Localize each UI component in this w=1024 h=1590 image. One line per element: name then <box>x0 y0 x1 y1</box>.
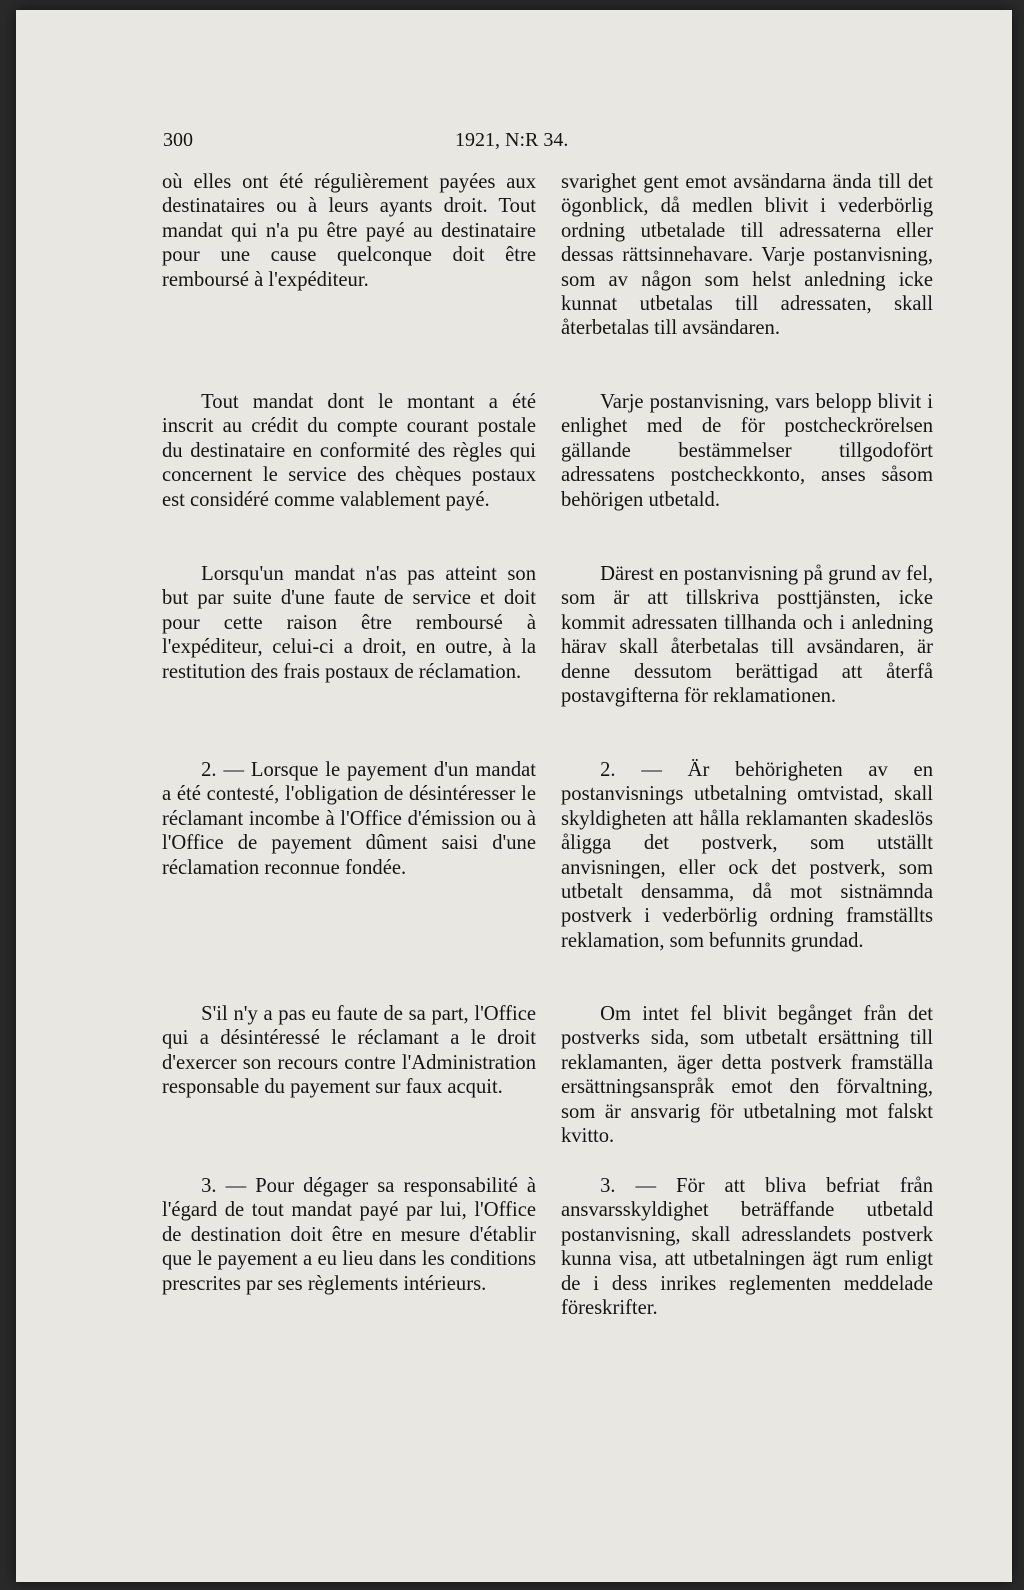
issue-number: 1921, N:R 34. <box>455 129 569 151</box>
swedish-paragraph-2: Varje postanvisning, vars belopp blivit i enlighet med de för postcheckrörelsen gällande bestämmelser tillgodofört adressatens postcheckkonto, anses såsom behörigen utbetald. <box>561 391 933 511</box>
french-paragraph-5: S'il n'y a pas eu faute de sa part, l'Office qui a désintéressé le réclamant a le droit d'exercer son recours contre l'Administration responsable du payement sur faux acquit. <box>162 1003 536 1099</box>
swedish-paragraph-1: svarighet gent emot avsändarna ända till det ögonblick, då medlen blivit i vederbörlig ordning utbetalade till adressaterna eller dessas rättsinnehavare. Varje postanvisning, som av någon som helst anledning icke kunnat utbetalas till adressaten, skall återbetalas till avsändaren. <box>561 171 933 340</box>
french-paragraph-1: où elles ont été régulièrement payées aux destinataires ou à leurs ayants droit. Tout mandat qui n'a pu être payé au destinataire pour une cause quelconque doit être remboursé à l'expéditeur. <box>162 171 536 291</box>
swedish-paragraph-3: Därest en postanvisning på grund av fel, som är att tillskriva posttjänsten, icke kommit adressaten tillhanda och i anledning härav skall återbetalas till avsändaren, är denne dessutom berättigad att återfå postavgifterna för reklamationen. <box>561 563 933 708</box>
french-paragraph-2: Tout mandat dont le montant a été inscrit au crédit du compte courant postale du destinataire en conformité des règles qui concernent le service des chèques postaux est considéré comme valablement payé. <box>162 391 536 511</box>
swedish-paragraph-4: 2. — Är behörigheten av en postanvisnings utbetalning omtvistad, skall skyldigheten att hålla reklamanten skadeslös åligga det postverk, som utställt anvisningen, eller ock det postverk, som utbetalt densamma, då mot sistnämnda postverk i vederbörlig ordning framställts reklamation, som befunnits grundad. <box>561 759 933 952</box>
french-paragraph-3: Lorsqu'un mandat n'as pas atteint son but par suite d'une faute de service et doit pour cette raison être remboursé à l'expéditeur, celui-ci a droit, en outre, à la restitution des frais postaux de réclamation. <box>162 563 536 683</box>
running-header <box>163 128 905 154</box>
french-paragraph-6: 3. — Pour dégager sa responsabilité à l'égard de tout mandat payé par lui, l'Office de destination doit être en mesure d'établir que le payement a eu lieu dans les conditions prescrites par ses règlements intérieurs. <box>162 1175 536 1295</box>
swedish-paragraph-5: Om intet fel blivit begånget från det postverks sida, som utbetalt ersättning till reklamanten, äger detta postverk framställa ersättningsanspråk emot den förvaltning, som är ansvarig för utbetalning mot falskt kvitto. <box>561 1003 933 1148</box>
swedish-paragraph-6: 3. — För att bliva befriat från ansvarsskyldighet beträffande utbetald postanvisning, skall adresslandets postverk kunna visa, att utbetalningen ägt rum enligt de i dess inrikes reglementen meddelade föreskrifter. <box>561 1175 933 1320</box>
document-page <box>16 10 1012 1582</box>
french-paragraph-4: 2. — Lorsque le payement d'un mandat a été contesté, l'obligation de désintéresser le réclamant incombe à l'Office d'émission ou à l'Office de payement dûment saisi d'une réclamation reconnue fondée. <box>162 759 536 879</box>
page-number: 300 <box>163 129 193 151</box>
